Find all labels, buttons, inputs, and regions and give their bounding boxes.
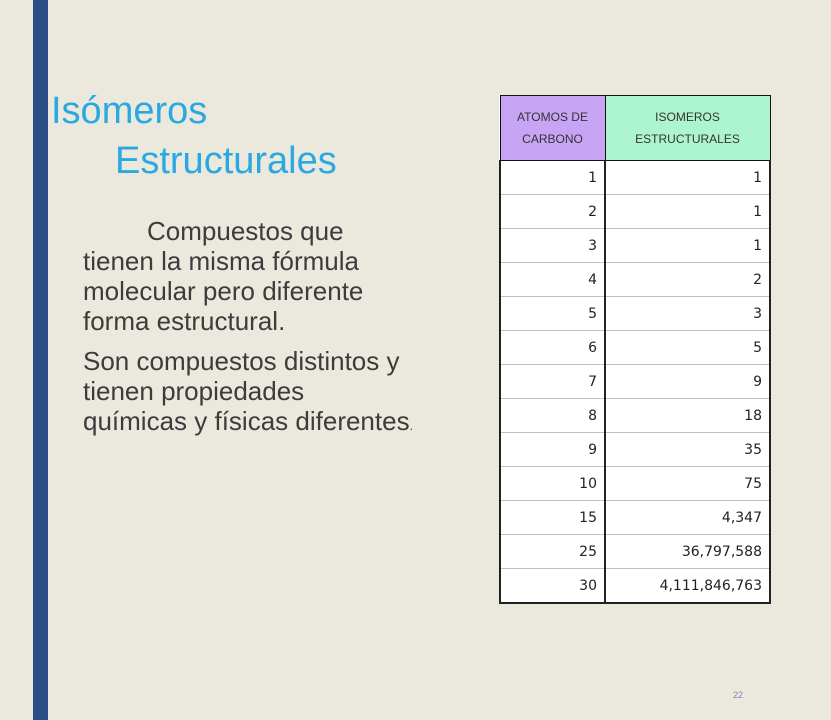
carbon-atoms-cell: 5 bbox=[500, 297, 605, 331]
table-row bbox=[500, 263, 770, 297]
table-row bbox=[500, 161, 770, 195]
carbon-atoms-cell: 6 bbox=[500, 331, 605, 365]
carbon-atoms-cell: 15 bbox=[500, 501, 605, 535]
table-row bbox=[500, 297, 770, 331]
table-row bbox=[500, 535, 770, 569]
table-header-row bbox=[500, 96, 770, 161]
table-row bbox=[500, 569, 770, 604]
isomers-count-cell: 4,111,846,763 bbox=[605, 569, 770, 604]
isomers-count-cell: 3 bbox=[605, 297, 770, 331]
table-row bbox=[500, 195, 770, 229]
paragraph-2 bbox=[83, 346, 413, 441]
table-row bbox=[500, 467, 770, 501]
carbon-atoms-cell: 10 bbox=[500, 467, 605, 501]
paragraph-2-text: Son compuestos distintos y tienen propiedades químicas y físicas diferentes bbox=[83, 346, 410, 436]
table-row bbox=[500, 399, 770, 433]
carbon-atoms-cell: 2 bbox=[500, 195, 605, 229]
table-row bbox=[500, 501, 770, 535]
isomers-count-cell: 1 bbox=[605, 229, 770, 263]
isomers-count-cell: 75 bbox=[605, 467, 770, 501]
carbon-atoms-cell: 9 bbox=[500, 433, 605, 467]
isomers-count-cell: 2 bbox=[605, 263, 770, 297]
carbon-atoms-cell: 8 bbox=[500, 399, 605, 433]
carbon-atoms-cell: 4 bbox=[500, 263, 605, 297]
carbon-atoms-cell: 7 bbox=[500, 365, 605, 399]
paragraph-2-period: . bbox=[409, 419, 413, 433]
carbon-atoms-cell: 3 bbox=[500, 229, 605, 263]
title-line-2: Estructurales bbox=[115, 140, 337, 182]
carbon-atoms-cell: 25 bbox=[500, 535, 605, 569]
isomers-count-cell: 1 bbox=[605, 195, 770, 229]
table-row bbox=[500, 365, 770, 399]
isomers-count-cell: 5 bbox=[605, 331, 770, 365]
header-carbon-atoms: ATOMOS DE CARBONO bbox=[500, 96, 605, 161]
isomers-count-cell: 36,797,588 bbox=[605, 535, 770, 569]
isomers-count-cell: 35 bbox=[605, 433, 770, 467]
table-row bbox=[500, 433, 770, 467]
body-text bbox=[83, 216, 413, 441]
table-row bbox=[500, 229, 770, 263]
page-number: 22 bbox=[733, 690, 744, 700]
carbon-atoms-cell: 1 bbox=[500, 161, 605, 195]
header-structural-isomers: ISOMEROS ESTRUCTURALES bbox=[605, 96, 770, 161]
slide-title bbox=[51, 86, 337, 186]
carbon-atoms-cell: 30 bbox=[500, 569, 605, 604]
isomers-count-cell: 18 bbox=[605, 399, 770, 433]
paragraph-1: Compuestos que tienen la misma fórmula molecular pero diferente forma estructural. bbox=[83, 216, 364, 336]
isomers-count-cell: 1 bbox=[605, 161, 770, 195]
left-accent-bar bbox=[33, 0, 48, 720]
isomers-count-cell: 4,347 bbox=[605, 501, 770, 535]
table-row bbox=[500, 331, 770, 365]
title-line-1: Isómeros bbox=[51, 90, 208, 132]
isomers-table bbox=[499, 95, 771, 604]
isomers-count-cell: 9 bbox=[605, 365, 770, 399]
